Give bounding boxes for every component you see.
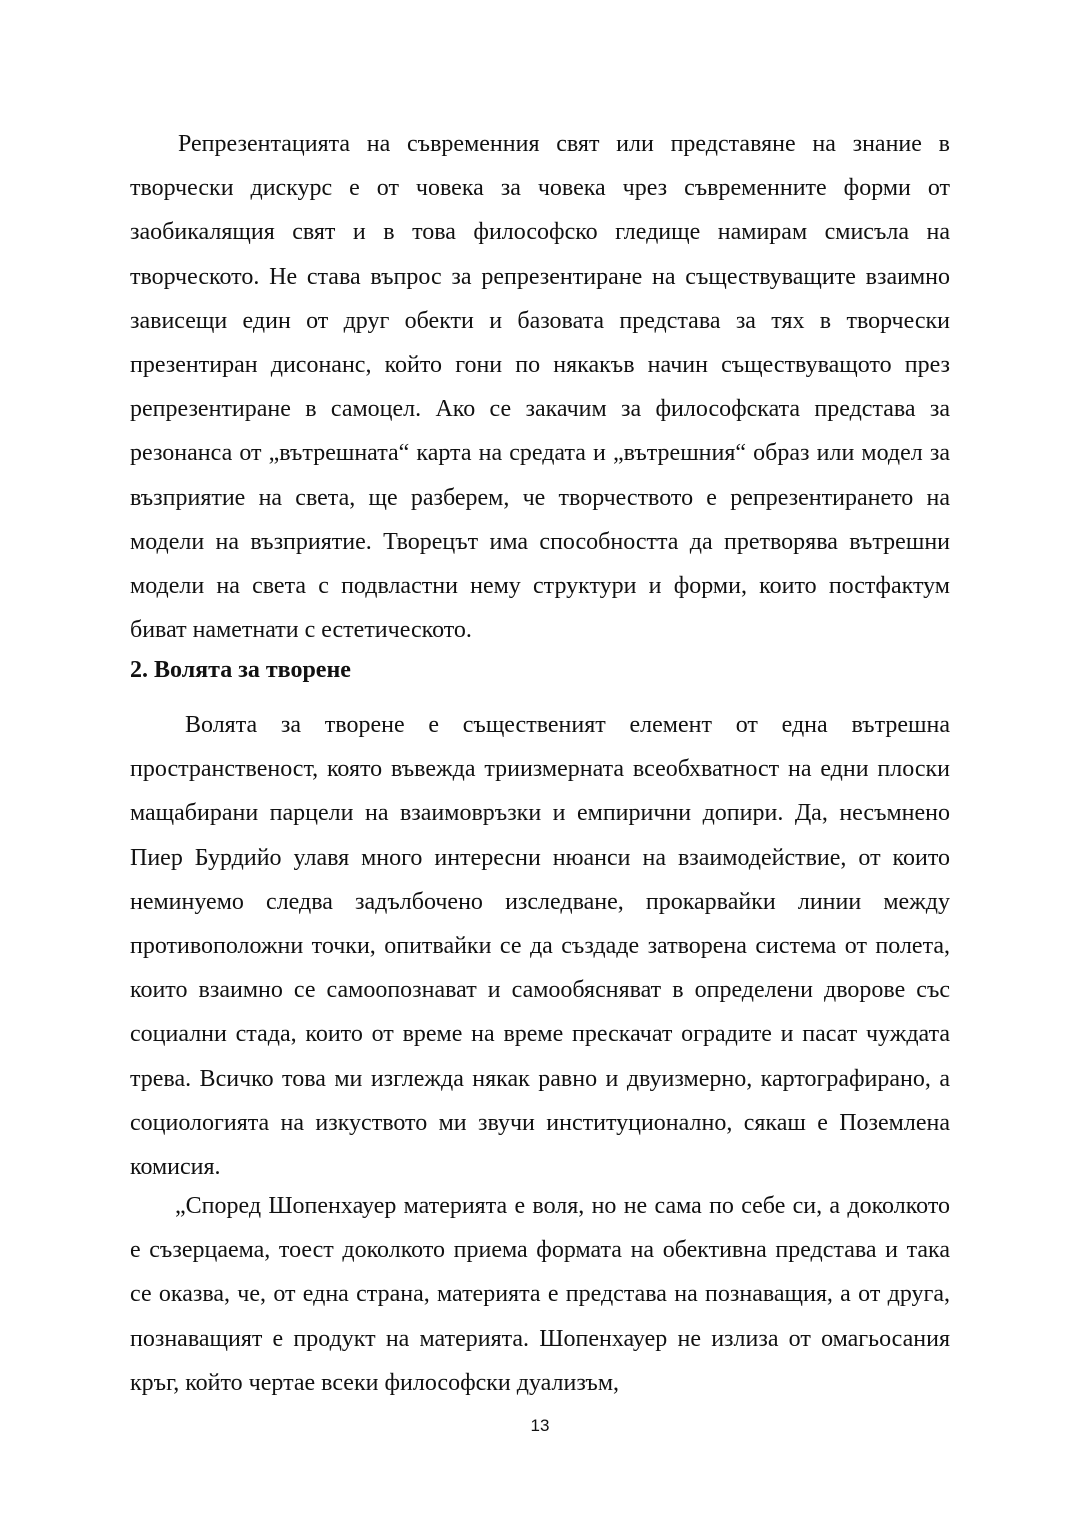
paragraph-representation: Репрезентацията на съвременния свят или представяне на знание в творчески дискурс е от човека за човека чрез съвременните форми от заобикалящия свят и в това философско гледище намирам смисъла на творческото. Не става въпрос за репрезентиране на съществуващите взаимно зависещи един от друг обекти и базовата представа за тях в творчески презентиран дисонанс, който гони по някакъв начин съществуващото през репрезентиране в самоцел. Ако се закачим за философската представа за резонанса от „вътрешната“ карта на средата и „вътрешния“ образ или модел за възприятие на света, ще разберем, че творчеството е репрезентирането на модели на възприятие. Творецът има способността да претворява вътрешни модели на света с подвластни нему структури и форми, които постфактум биват наметнати с естетическото.	[130, 131, 950, 644]
paragraph-schopenhauer: „Според Шопенхауер материята е воля, но не сама по себе си, а доколкото е съзерцаема, тоест доколкото приема формата на обективна представа и така се оказва, че, от една страна, материята е представа на познаващия, а от друга, познаващият е продукт на материята. Шопенхауер не излиза от омагьосания кръг, който чертае всеки философски дуализъм,	[130, 1193, 950, 1396]
section-heading: 2. Волята за творене	[130, 657, 351, 683]
paragraph-will-to-create: Волята за творене е съществения​т елемент от една вътрешна пространственост, която въвежда триизмерната всеобхватност на едни плоски мащабирани парцели на взаимовръзки и емпирични допири. Да, несъмнено Пиер Бурдийо улавя много интересни нюанси на взаимодействие, от които неминуемо следва задълбочено изследване, прокарвайки линии между противоположни точки, опитвайки се да създаде затворена система от полета, които взаимно се самоопознават и самообясняват в определени дворове със социални стада, които от време на време прескачат оградите и пасат чуждата трева. Всичко това ми изглежда някак равно и двуизмерно, картографирано, а социологията на изкуството ми звучи институционално, сякаш е Поземлена комисия.	[130, 712, 950, 1181]
page-number: 13	[530, 1416, 550, 1435]
